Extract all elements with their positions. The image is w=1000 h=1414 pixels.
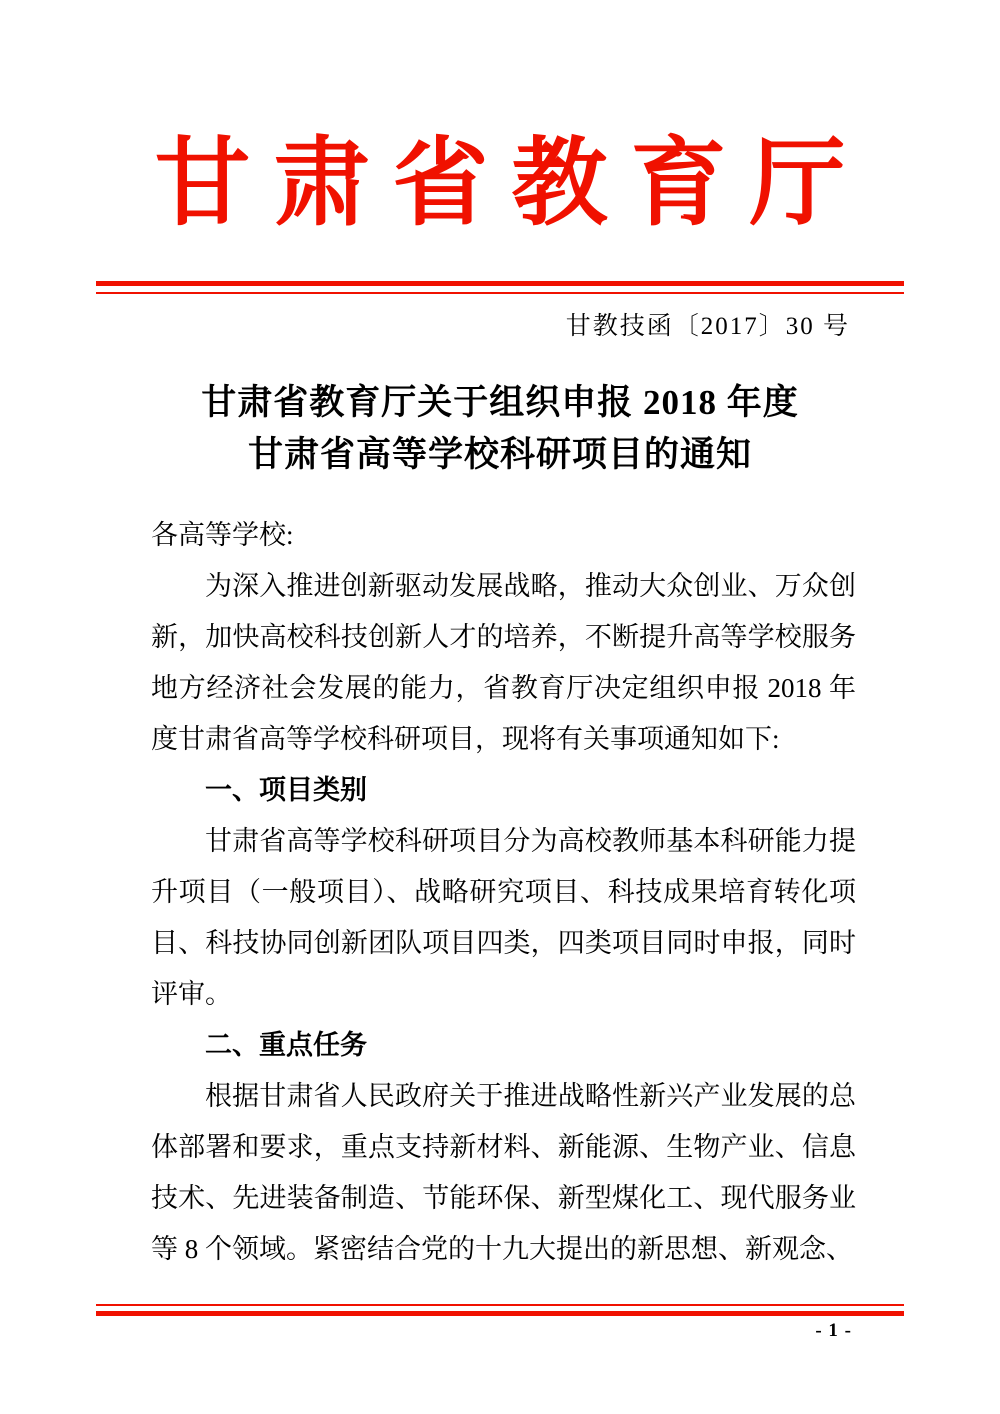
header-rule-thin — [96, 292, 904, 294]
footer-rule-thick — [96, 1311, 904, 1316]
section-heading-2: 二、重点任务 — [205, 1030, 367, 1060]
doc-title-line2: 甘肃省高等学校科研项目的通知 — [247, 435, 752, 474]
header-rule-thick — [96, 281, 904, 286]
section-heading-1: 一、项目类别 — [205, 775, 367, 805]
body-paragraph: 为深入推进创新驱动发展战略，推动大众创业、万众创新，加快高校科技创新人才的培养，不断提升高等学校服务地方经济社会发展的能力，省教育厅决定组织申报 2018 年度甘肃省高等学校科研项目，现将有关事项通知如下: — [151, 571, 856, 754]
doc-title-line1: 甘肃省教育厅关于组织申报 2018 年度 — [201, 383, 799, 422]
salutation: 各高等学校: — [151, 520, 294, 550]
agency-name: 甘肃省教育厅 — [154, 126, 869, 239]
body-paragraph: 根据甘肃省人民政府关于推进战略性新兴产业发展的总体部署和要求，重点支持新材料、新能源、生物产业、信息技术、先进装备制造、节能环保、新型煤化工、现代服务业等 8 个领域。紧密结合党的十九大提出的新思想、新观念、 — [151, 1081, 856, 1264]
page-number: - 1 - — [815, 1320, 852, 1341]
doc-number: 甘教技函〔2017〕30 号 — [565, 313, 850, 340]
footer-rule-thin — [96, 1304, 904, 1306]
doc-title — [100, 377, 900, 481]
body-paragraph: 甘肃省高等学校科研项目分为高校教师基本科研能力提升项目（一般项目）、战略研究项目、科技成果培育转化项目、科技协同创新团队项目四类，四类项目同时申报，同时评审。 — [151, 826, 856, 1009]
document-body — [151, 510, 856, 1275]
